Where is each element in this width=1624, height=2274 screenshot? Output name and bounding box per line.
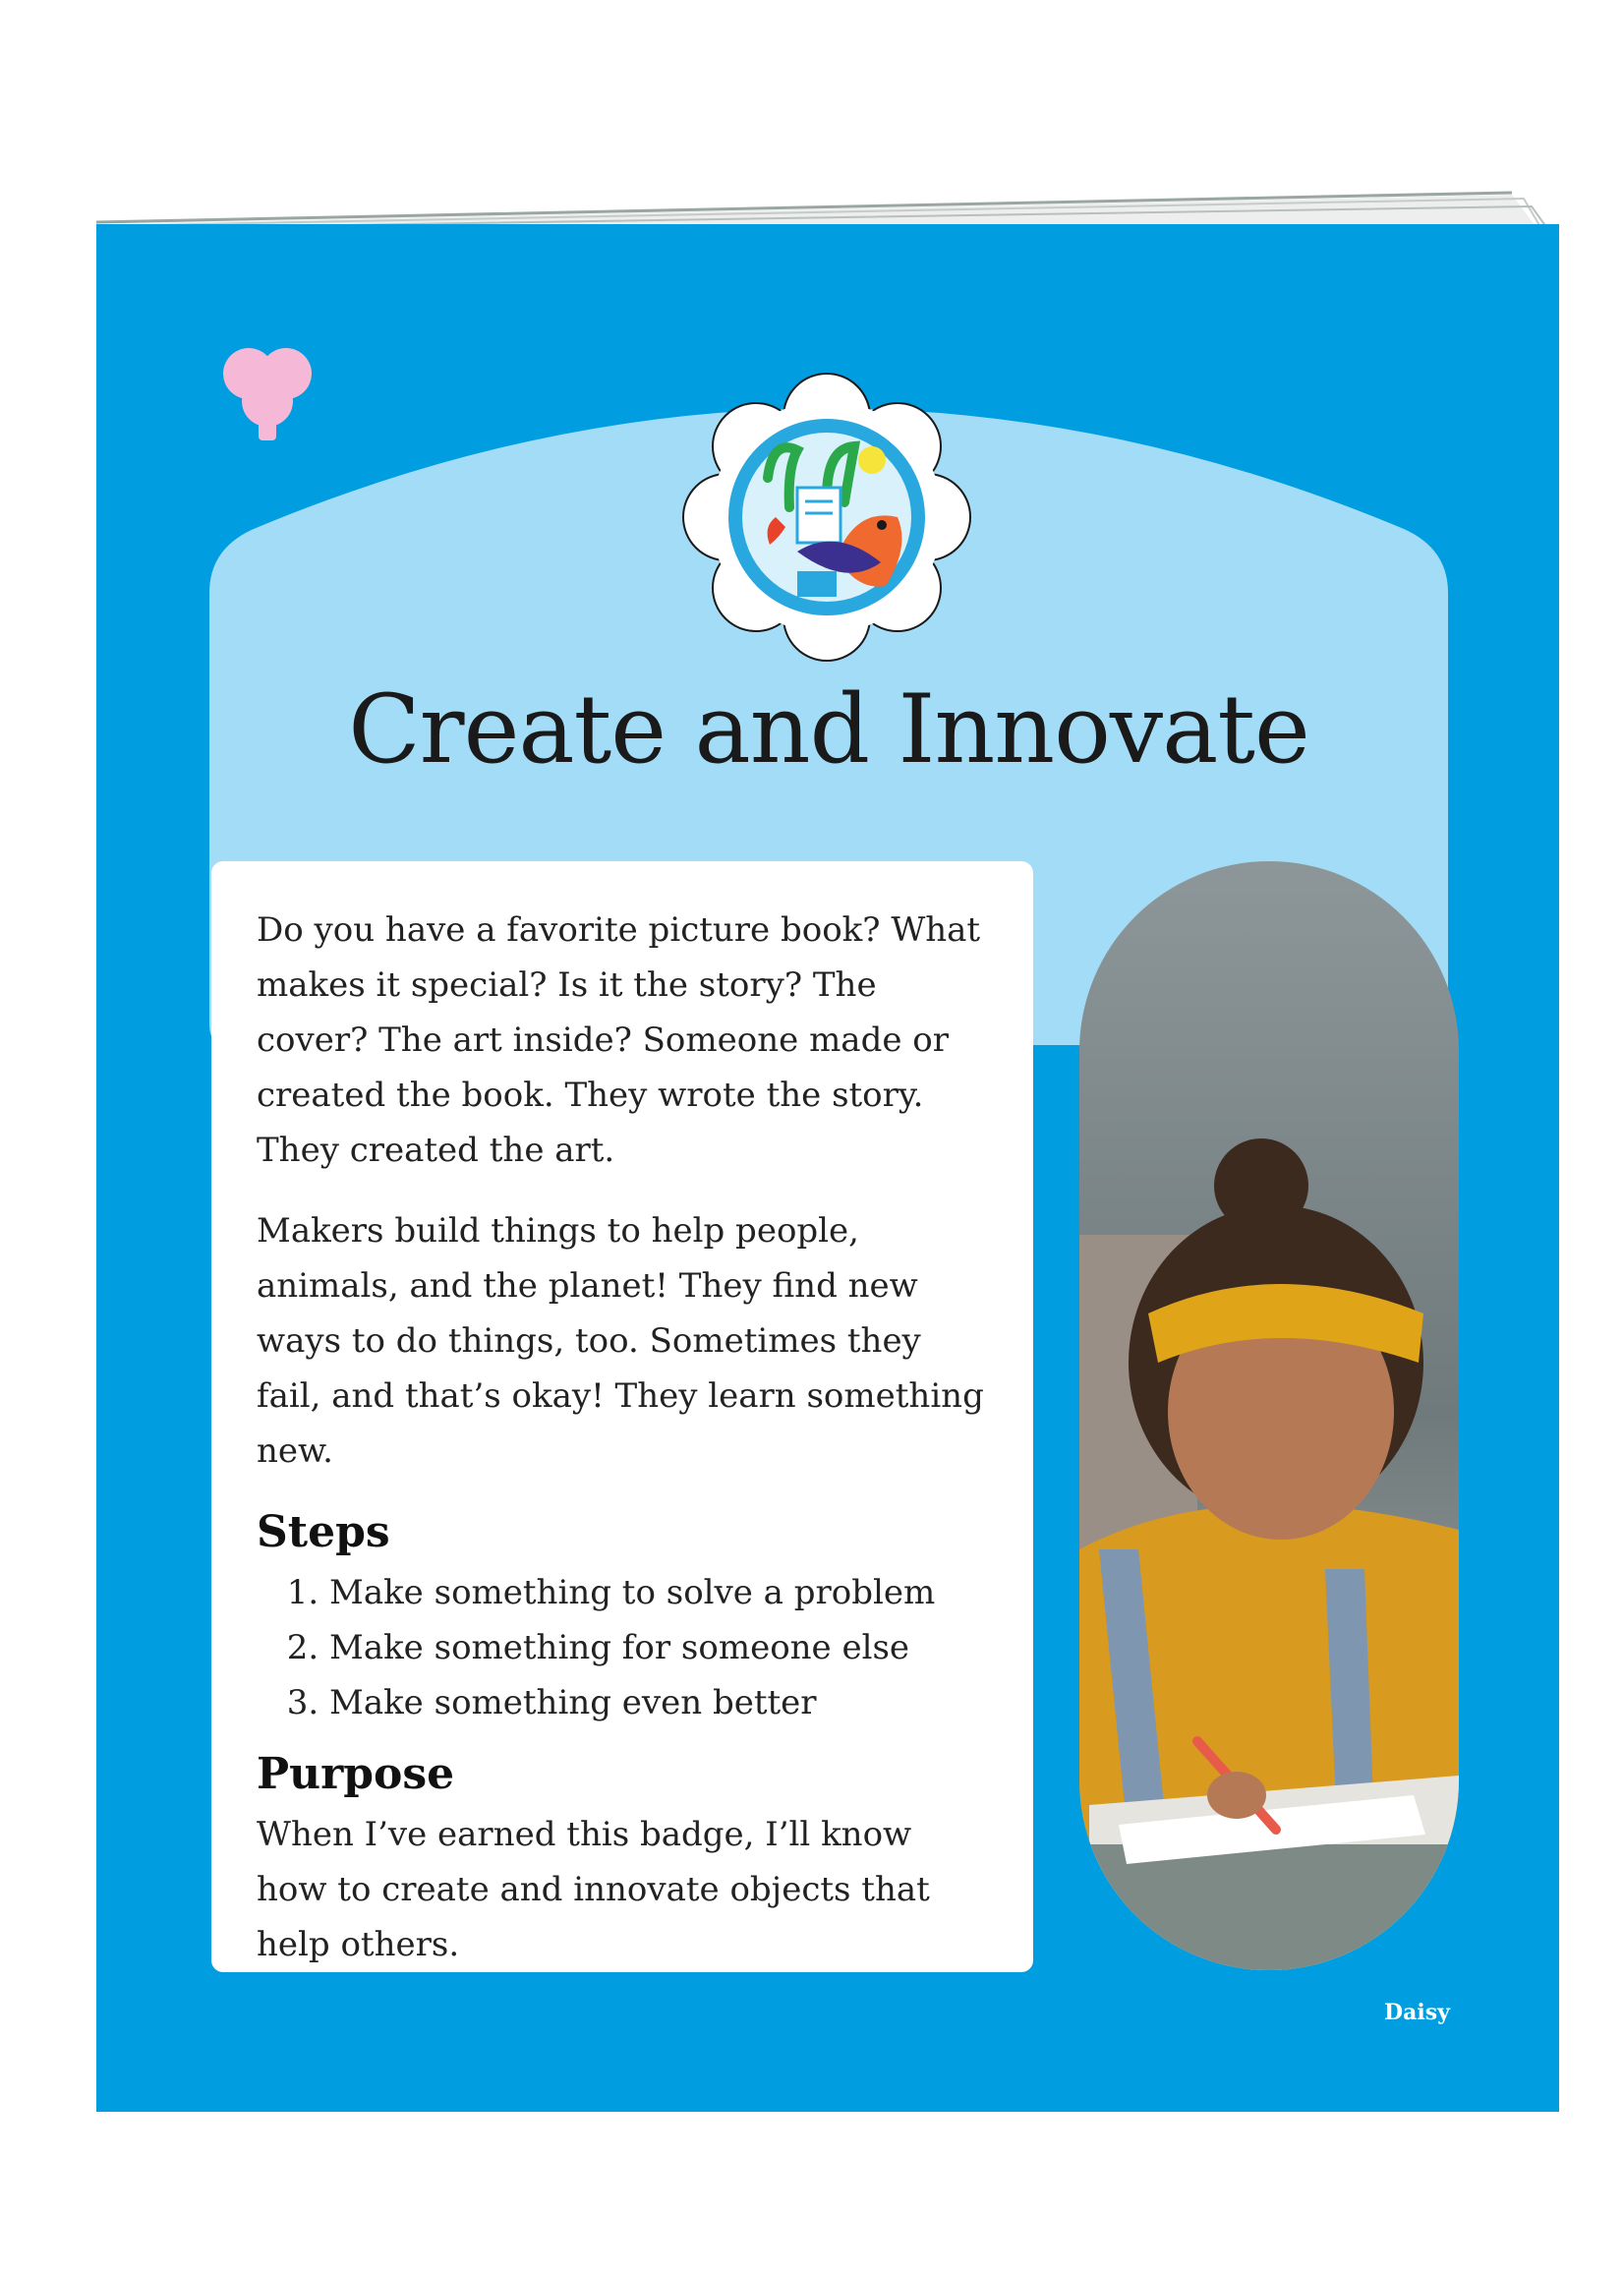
steps-list (257, 1565, 988, 1730)
step-item: 3. Make something even better (329, 1675, 988, 1730)
content-card (211, 861, 1033, 1972)
booklet-cover (96, 224, 1559, 2112)
intro-paragraph-2: Makers build things to help people, animals, and the planet! They find new ways to do things, too. Sometimes they fail, and that’s okay! They learn something new. (257, 1211, 984, 1471)
level-label: Daisy (1384, 2000, 1450, 2025)
trefoil-logo-icon (209, 332, 325, 448)
page-title: Create and Innovate (348, 674, 1309, 785)
purpose-text: When I’ve earned this badge, I’ll know how to create and innovate objects that help others. (257, 1815, 930, 1964)
steps-heading: Steps (257, 1507, 390, 1557)
step-item: 1. Make something to solve a problem (329, 1565, 988, 1620)
badge-emblem-icon (679, 370, 974, 665)
child-drawing-photo (1079, 861, 1459, 1970)
step-item: 2. Make something for someone else (329, 1620, 988, 1675)
intro-paragraph-1: Do you have a favorite picture book? What makes it special? Is it the story? The cover? The art inside? Someone made or created the book. They wrote the story. They created the art. (257, 910, 981, 1170)
purpose-heading: Purpose (257, 1749, 455, 1799)
